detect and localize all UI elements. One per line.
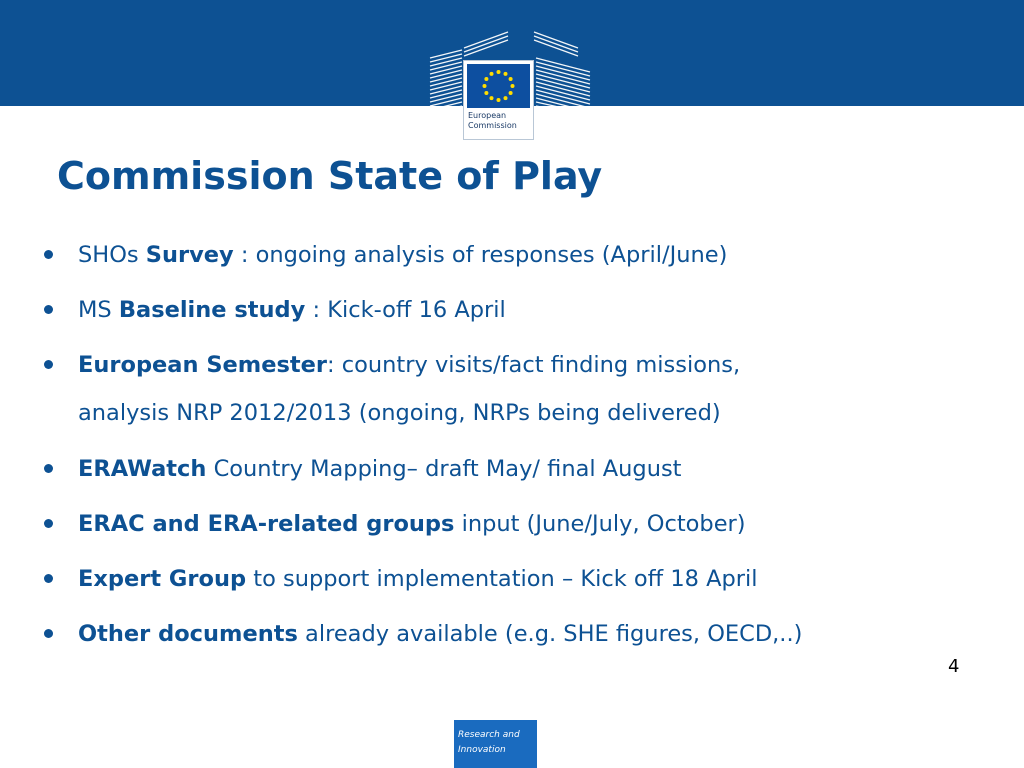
bullet-dot-icon [44,629,53,638]
bullet-item [78,445,958,493]
bullet-item [78,500,958,548]
bullet-dot-icon [44,360,53,369]
bullet-post: : country visits/fact finding missions, [327,352,741,378]
footer-line2: Innovation [458,745,506,755]
bullet-post: Country Mapping– draft May/ final August [206,456,682,482]
page-number: 4 [948,656,960,677]
bullet-bold: Other documents [78,621,298,647]
bullet-item [78,231,958,279]
european-commission-logo [463,60,534,140]
bullet-item [78,341,958,437]
bullet-bold: Survey [145,242,234,268]
logo-line2: Commission [468,121,517,130]
bullet-dot-icon [44,574,53,583]
bullet-post: already available (e.g. SHE figures, OECD,..) [297,621,803,647]
bullet-dot-icon [44,305,53,314]
bullet-line2: analysis NRP 2012/2013 (ongoing, NRPs being delivered) [78,400,721,426]
bullet-post: input (June/July, October) [454,511,746,537]
bullet-bold: ERAC and ERA-related groups [78,511,455,537]
research-innovation-badge [454,720,537,768]
bullet-pre: SHOs [78,242,146,268]
bullet-dot-icon [44,519,53,528]
bullet-post: : ongoing analysis of responses (April/June) [233,242,728,268]
bullet-item [78,610,958,658]
slide-title: Commission State of Play [57,154,603,198]
bullet-dot-icon [44,464,53,473]
bullet-bold: Baseline study [118,297,306,323]
eu-flag-icon [467,64,530,108]
bullet-dot-icon [44,250,53,259]
footer-line1: Research and [458,730,520,740]
bullet-pre: MS [78,297,119,323]
bullet-post: to support implementation – Kick off 18 April [246,566,758,592]
logo-text [468,111,517,131]
bullet-bold: European Semester [78,352,328,378]
bullet-post: : Kick-off 16 April [305,297,506,323]
logo-line1: European [468,111,507,120]
bullet-item [78,555,958,603]
bullet-bold: Expert Group [78,566,247,592]
bullet-item [78,286,958,334]
bullet-bold: ERAWatch [78,456,207,482]
